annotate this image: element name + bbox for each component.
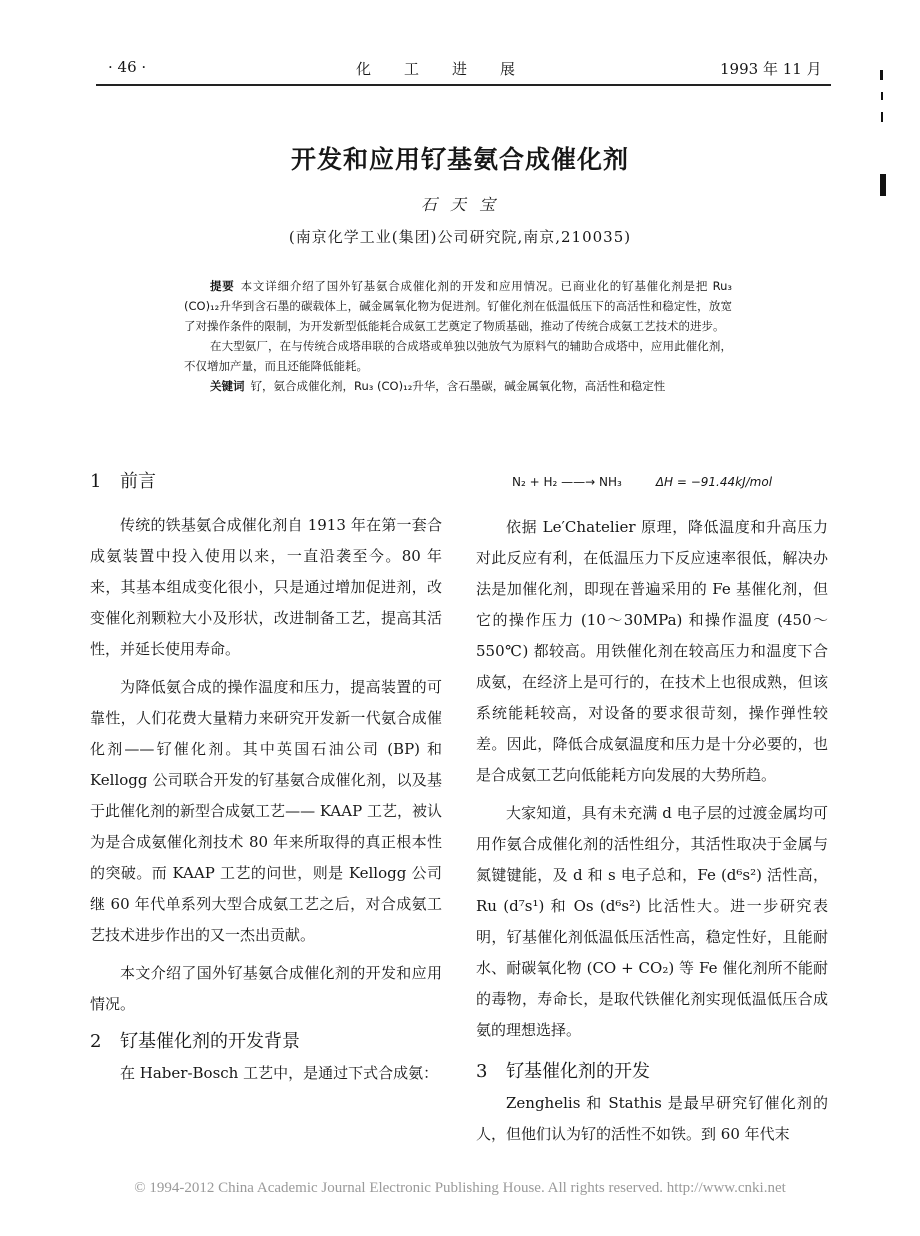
section-title: 前言 xyxy=(120,471,156,492)
right-column xyxy=(476,466,828,1150)
article-title: 开发和应用钌基氨合成催化剂 xyxy=(290,145,629,174)
abstract-text: 本文详细介绍了国外钌基氨合成催化剂的开发和应用情况。已商业化的钌基催化剂是把 Ru₃ (CO)₁₂升华到含石墨的碳载体上，碱金属氧化物为促进剂。钌催化剂在低温低压下的高活性和稳定性，放宽了对操作条件的限制，为开发新型低能耗合成氨工艺奠定了物质基础，推动了传统合成氨工艺技术的进步。 xyxy=(184,279,732,333)
paragraph: 传统的铁基氨合成催化剂自 1913 年在第一套合成氨装置中投入使用以来，一直沿袭至今。80 年来，其基本组成变化很小，只是通过增加促进剂，改变催化剂颗粒大小及形状，改进制备工艺，提高其活性，并延长使用寿命。 xyxy=(90,516,442,658)
enthalpy-value: ΔH = −91.44kJ/mol xyxy=(655,475,773,489)
header-divider xyxy=(96,84,831,86)
section-number: 1 xyxy=(90,471,102,492)
affiliation: (南京化学工业(集团)公司研究院,南京,210035) xyxy=(288,228,632,246)
section-heading xyxy=(90,466,442,498)
journal-name xyxy=(356,58,548,79)
paragraph: 依据 Le′Chatelier 原理，降低温度和升高压力对此反应有利，在低温压力下反应速率很低，解决办法是加催化剂，即现在普遍采用的 Fe 基催化剂，但它的操作压力 (10～30MPa) 和操作温度 (450～550℃) 都较高。用铁催化剂在较高压力和温度下合成氨，在经济上是可行的，在技术上也很成熟，但该系统能耗较高，对设备的要求很苛刻，操作弹性较差。因此，降低合成氨温度和压力是十分必要的，也是合成氨工艺向低能耗方向发展的大势所趋。 xyxy=(476,518,828,784)
section-number: 3 xyxy=(476,1061,488,1082)
journal-char: 进 xyxy=(452,60,471,78)
paragraph: 为降低氨合成的操作温度和压力，提高装置的可靠性，人们花费大量精力来研究开发新一代氨合成催化剂——钌催化剂。其中英国石油公司 (BP) 和 Kellogg 公司联合开发的钌基氨合成催化剂，以及基于此催化剂的新型合成氨工艺—— KAAP 工艺，被认为是合成氨催化剂技术 80 年来所取得的真正根本性的突破。而 KAAP 工艺的问世，则是 Kellogg 公司继 60 年代单系列大型合成氨工艺之后，对合成氨工艺技术进步作出的又一杰出贡献。 xyxy=(90,678,442,944)
section-heading xyxy=(90,1026,442,1058)
page-number: · 46 · xyxy=(108,58,147,76)
paragraph: 本文介绍了国外钌基氨合成催化剂的开发和应用情况。 xyxy=(90,964,442,1013)
scan-edge-mark xyxy=(881,92,883,100)
journal-char: 工 xyxy=(404,60,423,78)
left-column xyxy=(90,466,442,1089)
keywords-label: 关键词 xyxy=(210,379,245,393)
equation-text: N₂ + H₂ ——→ NH₃ xyxy=(512,475,622,489)
reaction-equation xyxy=(512,472,828,492)
section-title: 钌基催化剂的开发背景 xyxy=(120,1031,300,1052)
abstract-label: 提要 xyxy=(210,279,235,293)
scan-edge-mark xyxy=(881,112,883,122)
section-title: 钌基催化剂的开发 xyxy=(506,1061,650,1082)
paragraph: 在 Haber-Bosch 工艺中，是通过下式合成氨： xyxy=(120,1064,439,1082)
abstract-block xyxy=(184,276,732,396)
scan-edge-mark xyxy=(880,70,883,80)
running-header xyxy=(0,58,920,80)
paragraph: Zenghelis 和 Stathis 是最早研究钌催化剂的人，但他们认为钌的活性不如铁。到 60 年代末 xyxy=(476,1094,828,1143)
section-heading xyxy=(476,1056,828,1088)
issue-date: 1993 年 11 月 xyxy=(720,60,822,78)
paragraph: 大家知道，具有未充满 d 电子层的过渡金属均可用作氨合成催化剂的活性组分，其活性取决于金属与氮键键能，及 d 和 s 电子总和，Fe (d⁶s²) 活性高，Ru (d⁷s¹) 和 Os (d⁶s²) 比活性大。进一步研究表明，钌基催化剂低温低压活性高，稳定性好，且能耐水、耐碳氧化物 (CO + CO₂) 等 Fe 催化剂所不能耐的毒物，寿命长，是取代铁催化剂实现低温低压合成氨的理想选择。 xyxy=(476,804,828,1039)
section-number: 2 xyxy=(90,1031,102,1052)
abstract-text: 在大型氨厂，在与传统合成塔串联的合成塔或单独以弛放气为原料气的辅助合成塔中，应用此催化剂，不仅增加产量，而且还能降低能耗。 xyxy=(184,339,732,373)
journal-char: 展 xyxy=(500,60,519,78)
author-name: 石 天 宝 xyxy=(420,195,500,214)
copyright-footer: © 1994-2012 China Academic Journal Electronic Publishing House. All rights reserved. http://www.cnki.net xyxy=(134,1180,786,1196)
keywords-text: 钌，氨合成催化剂，Ru₃ (CO)₁₂升华，含石墨碳，碱金属氧化物，高活性和稳定性 xyxy=(250,379,666,393)
journal-char: 化 xyxy=(356,60,375,78)
